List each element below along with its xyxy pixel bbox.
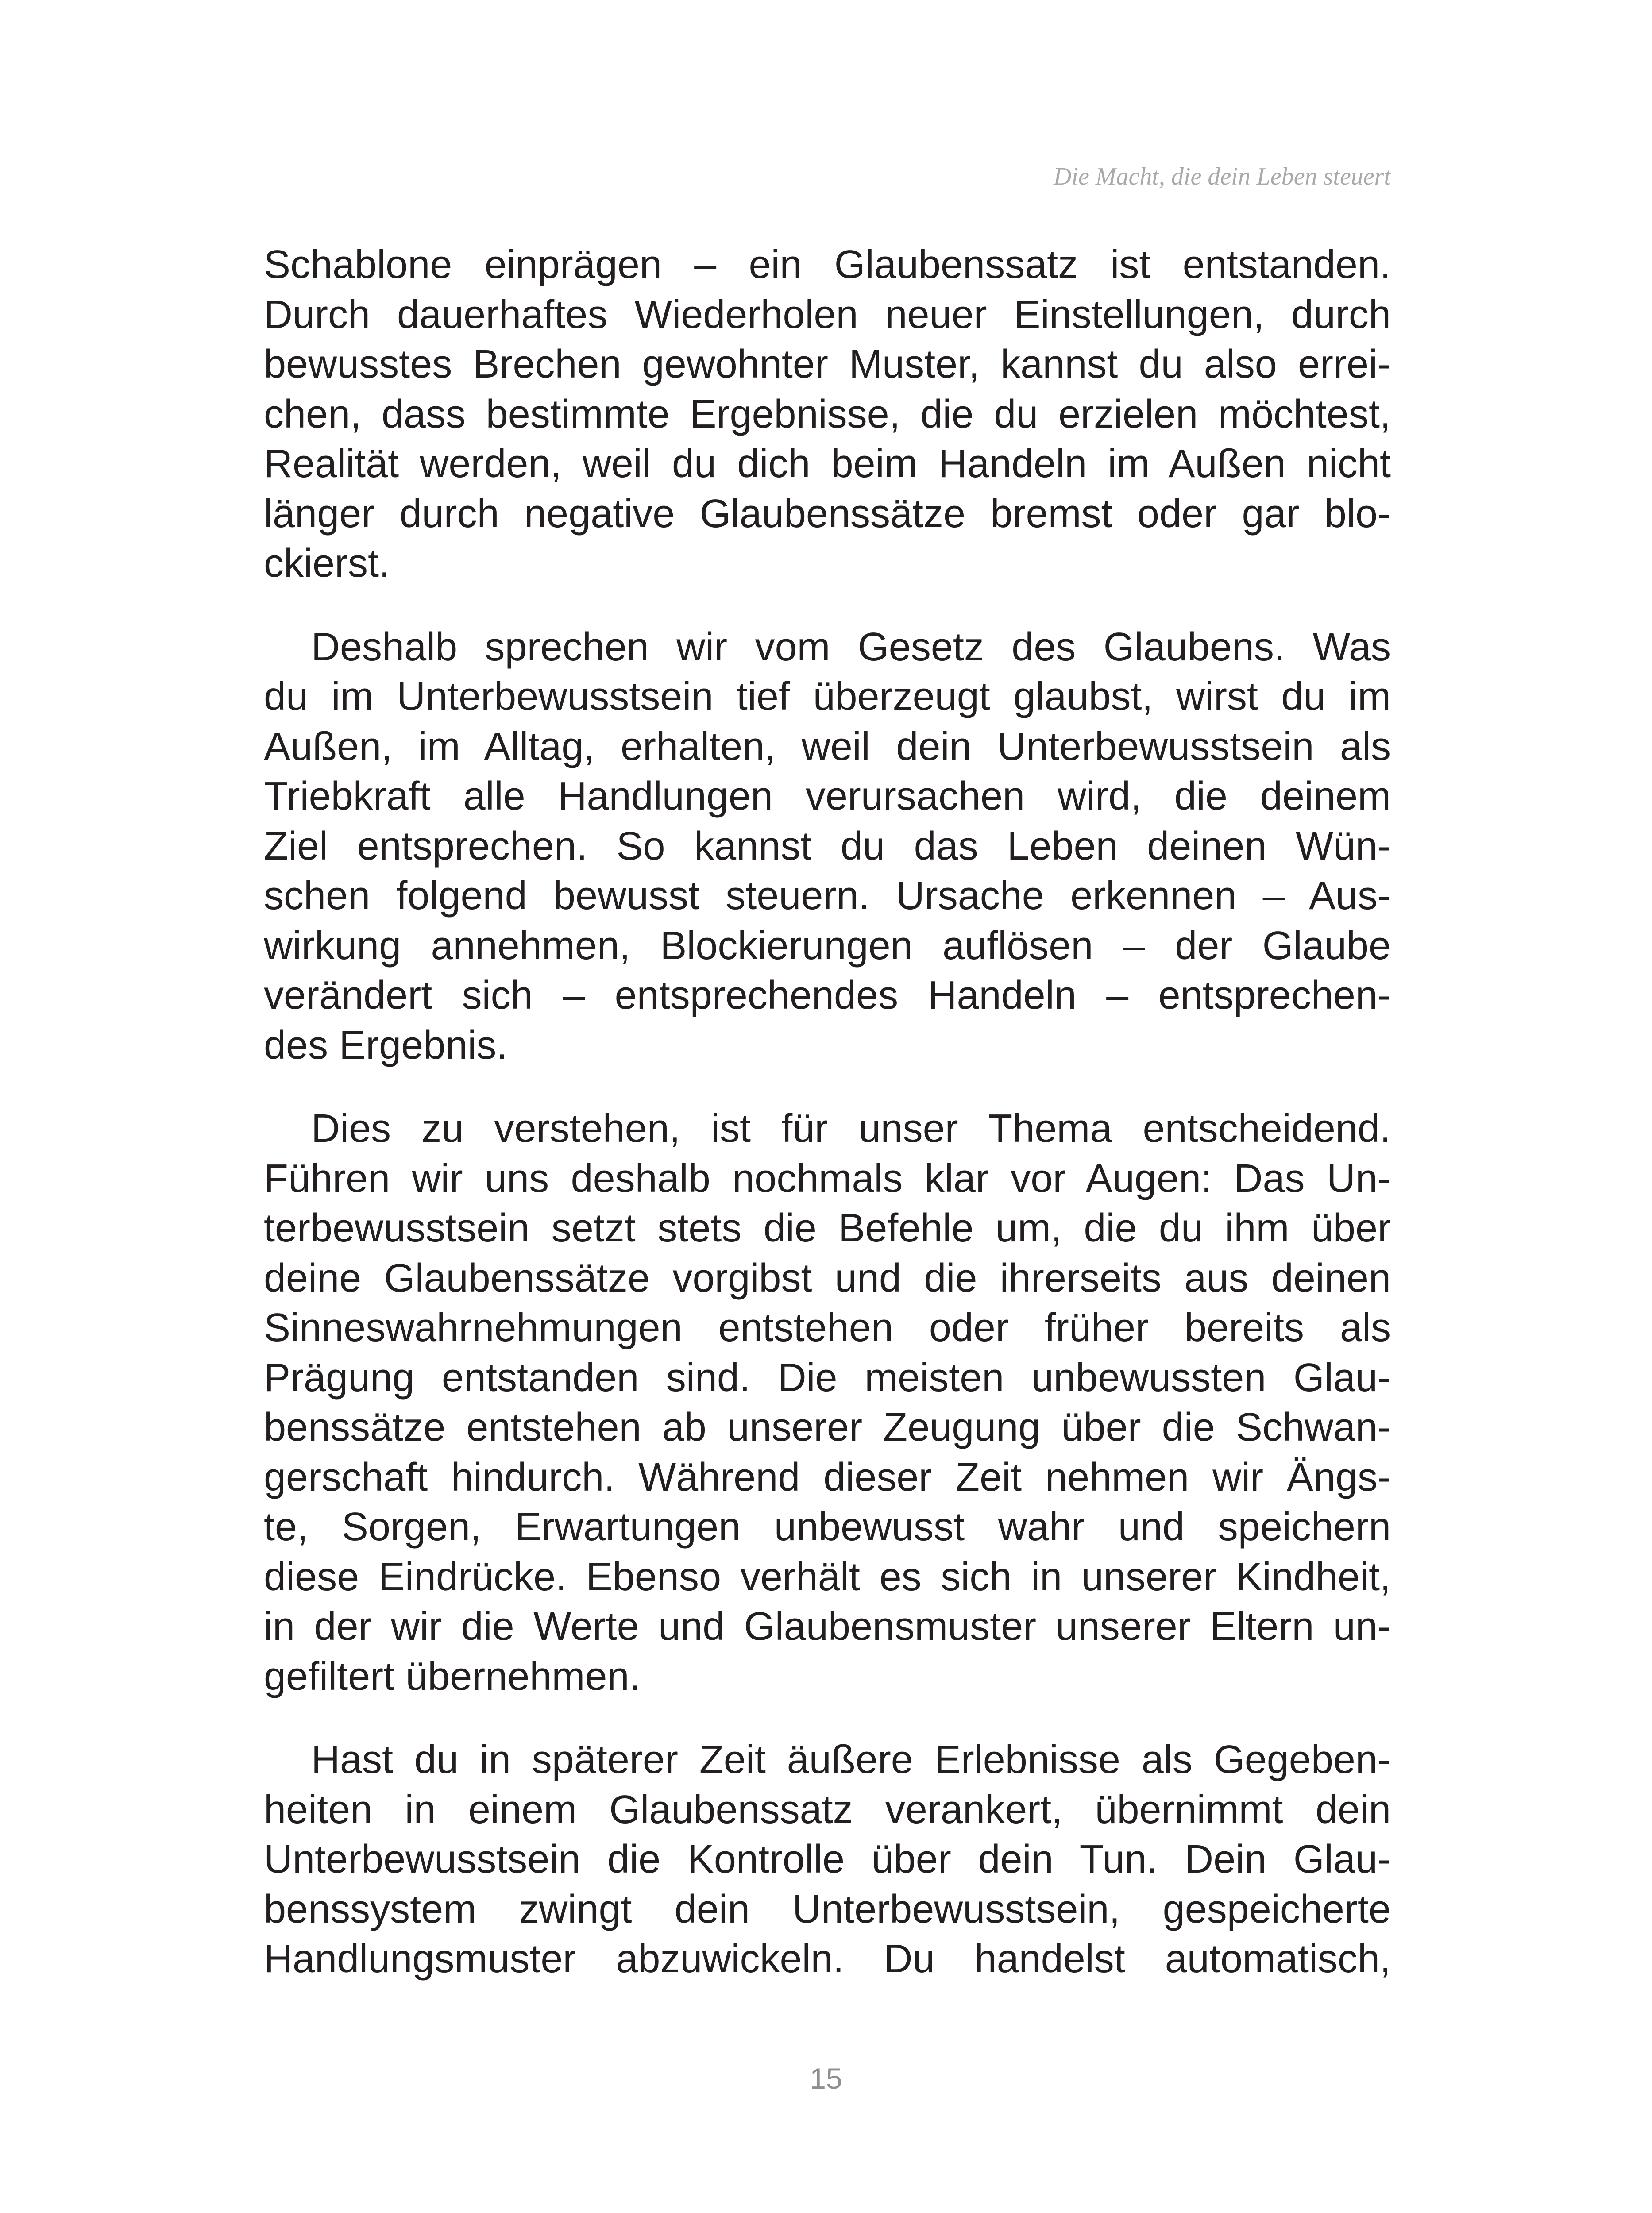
text-line: du im Unterbewusstsein tief überzeugt glaubst, wirst du im bbox=[264, 675, 1391, 719]
text-line: gerschaft hindurch. Während dieser Zeit nehmen wir Ängs- bbox=[264, 1455, 1391, 1500]
text-line: Schablone einprägen – ein Glaubenssatz ist entstanden. bbox=[264, 243, 1391, 287]
text-line: schen folgend bewusst steuern. Ursache erkennen – Aus- bbox=[264, 874, 1391, 918]
text-line: heiten in einem Glaubenssatz verankert, übernimmt dein bbox=[264, 1787, 1391, 1832]
text-line: länger durch negative Glaubenssätze bremst oder gar blo- bbox=[264, 491, 1391, 536]
text-line: ckierst. bbox=[264, 541, 390, 586]
text-line: verändert sich – entsprechendes Handeln – entsprechen- bbox=[264, 973, 1391, 1018]
text-line: Ziel entsprechen. So kannst du das Leben deinen Wün- bbox=[264, 824, 1391, 868]
text-line: terbewusstsein setzt stets die Befehle um, die du ihm über bbox=[264, 1206, 1391, 1250]
body-text bbox=[264, 240, 1391, 1984]
text-line: Führen wir uns deshalb nochmals klar vor Augen: Das Un- bbox=[264, 1156, 1391, 1201]
text-line: chen, dass bestimmte Ergebnisse, die du erzielen möchtest, bbox=[264, 392, 1391, 436]
text-line: Deshalb sprechen wir vom Gesetz des Glaubens. Was bbox=[311, 625, 1391, 669]
text-line: Unterbewusstsein die Kontrolle über dein Tun. Dein Glau- bbox=[264, 1837, 1391, 1881]
text-line: diese Eindrücke. Ebenso verhält es sich in unserer Kindheit, bbox=[264, 1554, 1391, 1599]
page-number: 15 bbox=[810, 2062, 842, 2095]
text-line: Durch dauerhaftes Wiederholen neuer Einstellungen, durch bbox=[264, 292, 1391, 337]
text-line: Triebkraft alle Handlungen verursachen wird, die deinem bbox=[264, 774, 1391, 818]
text-line: benssätze entstehen ab unserer Zeugung über die Schwan- bbox=[264, 1405, 1391, 1450]
text-line: bewusstes Brechen gewohnter Muster, kannst du also errei- bbox=[264, 342, 1391, 386]
text-line: Handlungsmuster abzuwickeln. Du handelst automatisch, bbox=[264, 1937, 1391, 1981]
text-line: Realität werden, weil du dich beim Handeln im Außen nicht bbox=[264, 442, 1391, 486]
text-line: gefiltert übernehmen. bbox=[264, 1654, 641, 1699]
text-line: Hast du in späterer Zeit äußere Erlebnisse als Gegeben- bbox=[311, 1738, 1391, 1782]
text-line: Sinneswahrnehmungen entstehen oder früher bereits als bbox=[264, 1306, 1391, 1350]
text-line: wirkung annehmen, Blockierungen auflösen – der Glaube bbox=[264, 923, 1391, 968]
running-header: Die Macht, die dein Leben steuert bbox=[1053, 163, 1391, 190]
paragraph bbox=[264, 622, 1391, 1071]
text-line: Dies zu verstehen, ist für unser Thema entscheidend. bbox=[311, 1106, 1391, 1151]
text-line: in der wir die Werte und Glaubensmuster unserer Eltern un- bbox=[264, 1604, 1391, 1649]
text-line: Außen, im Alltag, erhalten, weil dein Unterbewusstsein als bbox=[264, 724, 1391, 769]
text-line: des Ergebnis. bbox=[264, 1023, 508, 1068]
paragraph bbox=[264, 1104, 1391, 1701]
text-line: Prägung entstanden sind. Die meisten unbewussten Glau- bbox=[264, 1355, 1391, 1400]
text-line: deine Glaubenssätze vorgibst und die ihrerseits aus deinen bbox=[264, 1256, 1391, 1300]
paragraph bbox=[264, 1735, 1391, 1984]
text-line: benssystem zwingt dein Unterbewusstsein, gespeicherte bbox=[264, 1887, 1391, 1932]
text-line: te, Sorgen, Erwartungen unbewusst wahr und speichern bbox=[264, 1505, 1391, 1549]
paragraph bbox=[264, 240, 1391, 589]
